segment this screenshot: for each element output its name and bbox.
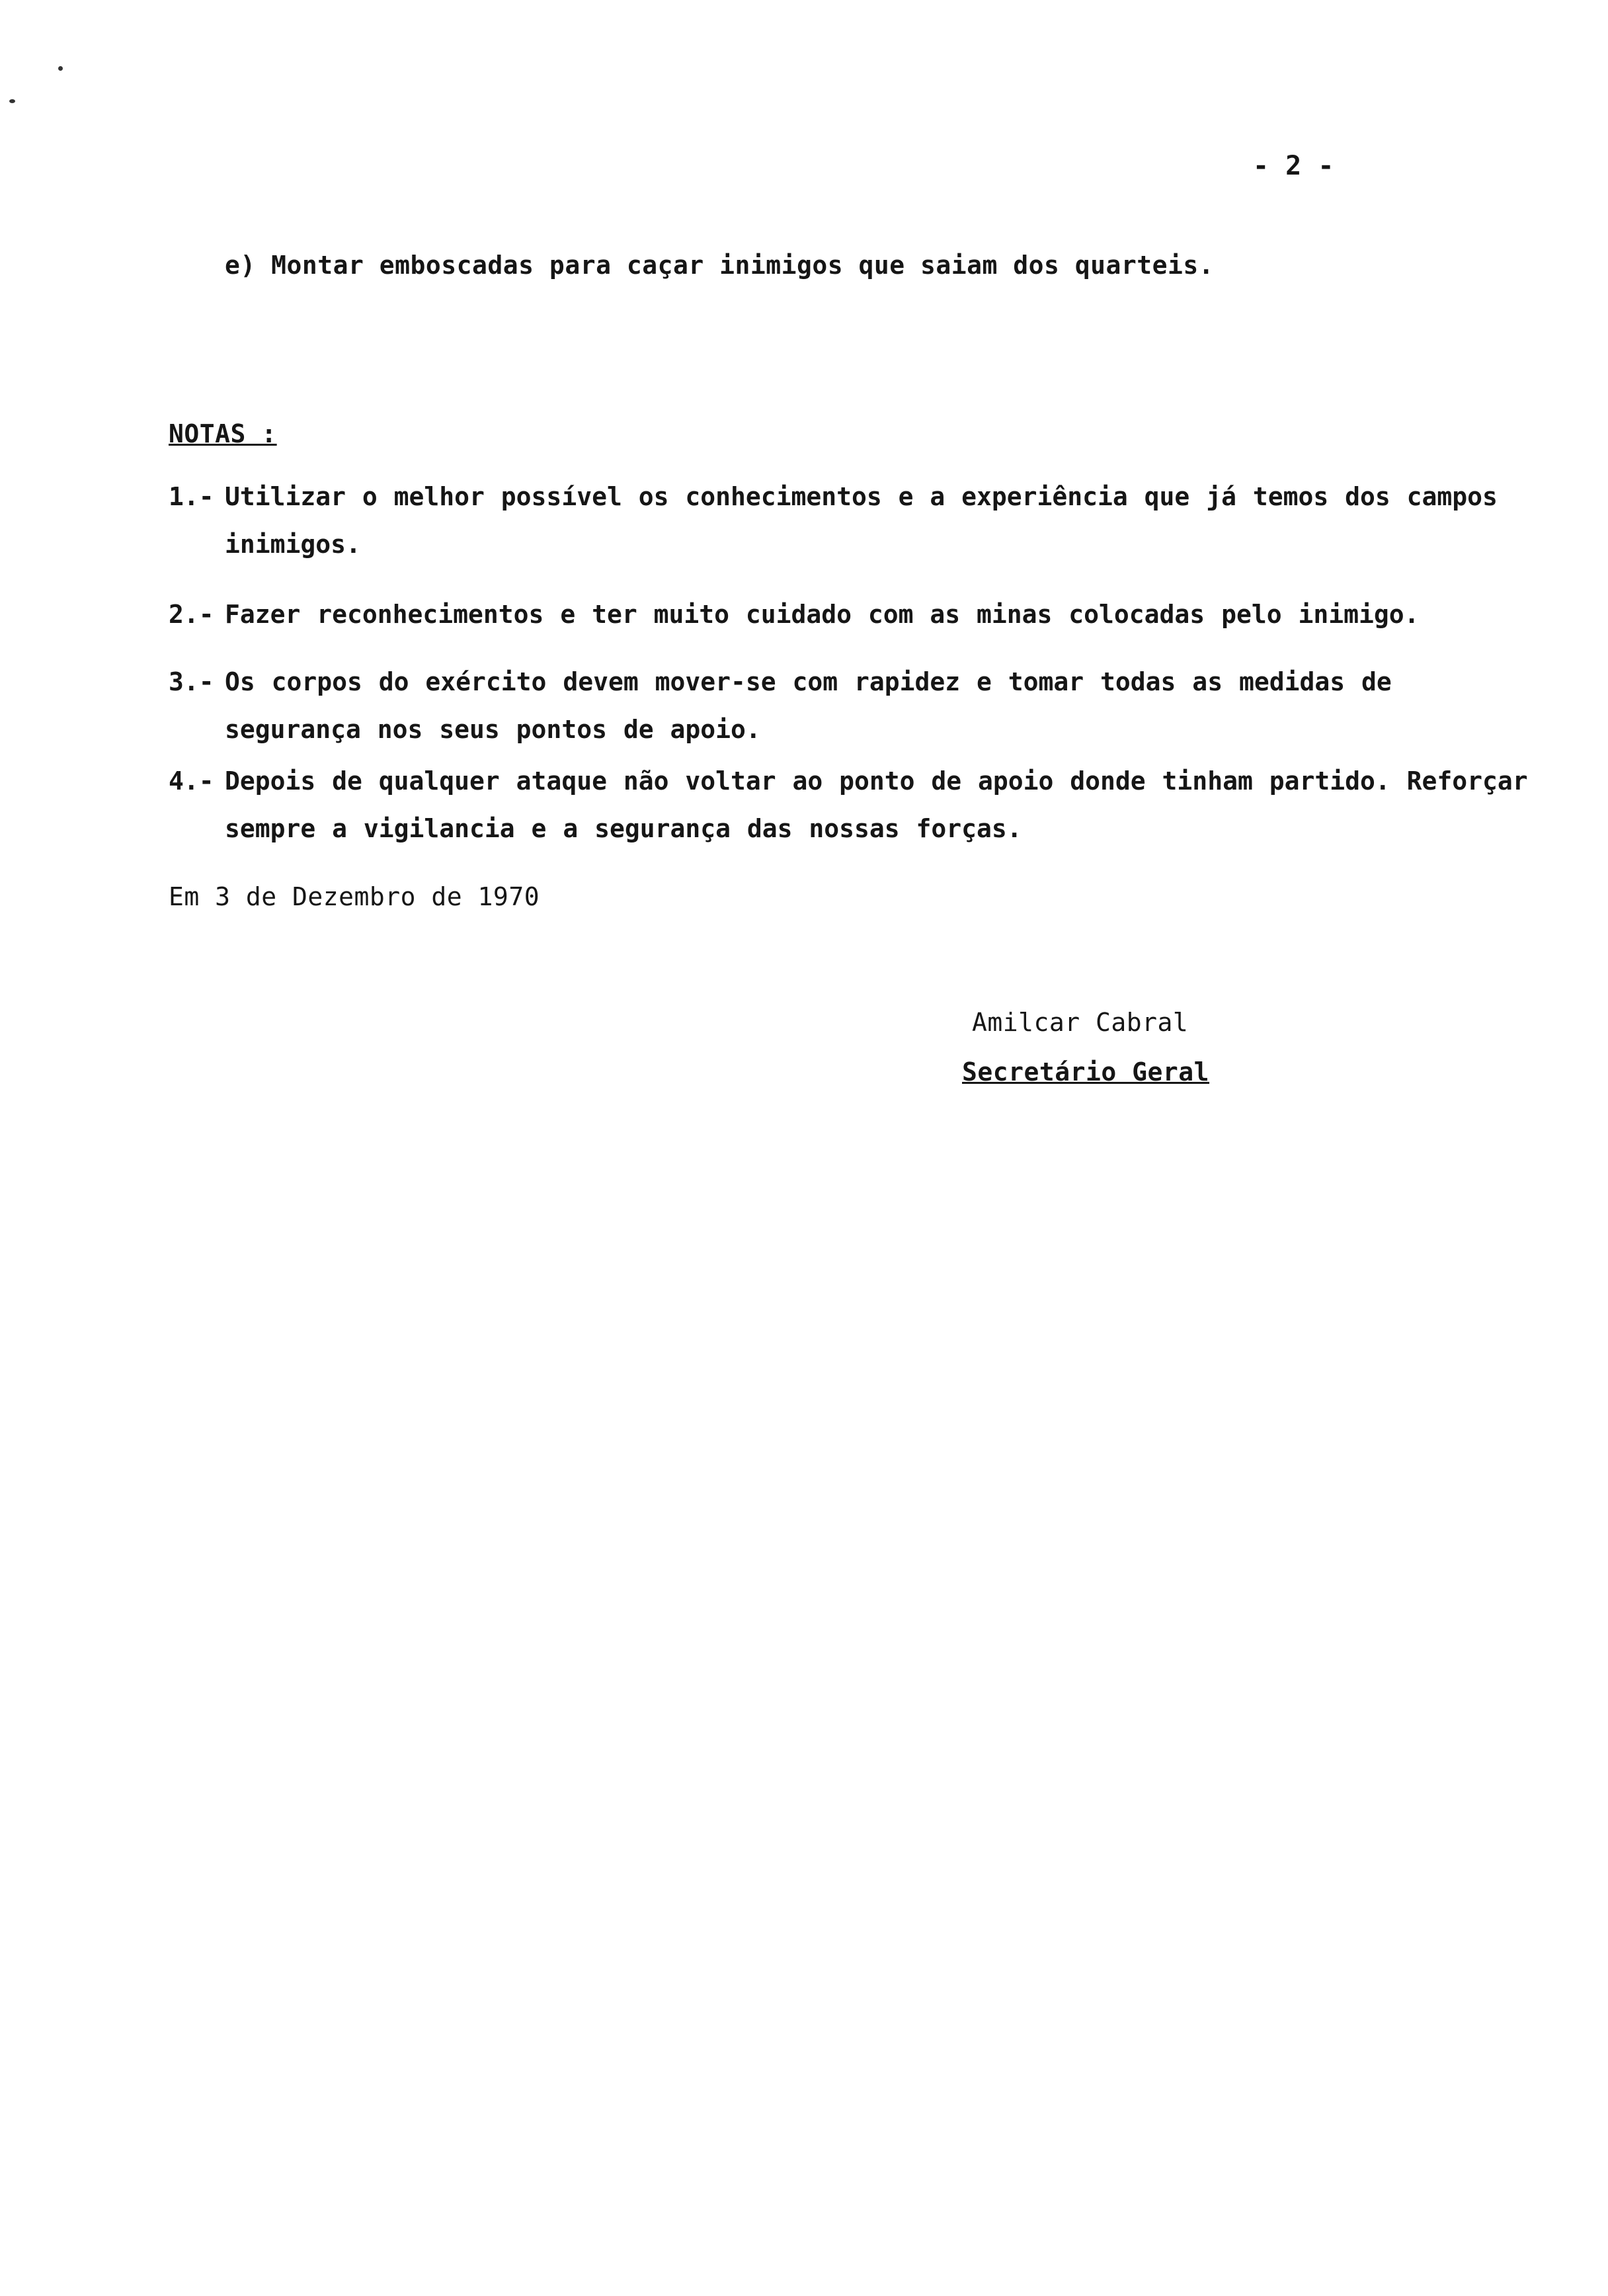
note-text: Fazer reconhecimentos e ter muito cuidado com as minas colocadas pelo inimigo. [225,600,1420,629]
note-text: Depois de qualquer ataque não voltar ao ponto de apoio donde tinham partido. Reforçar sempre a vigilancia e a segurança das nossas forças. [225,766,1528,843]
note-number: 1.- [169,482,214,511]
note-text: Utilizar o melhor possível os conhecimentos e a experiência que já temos dos campos inimigos. [225,482,1498,559]
scan-speck [58,66,63,71]
note-number: 3.- [169,667,214,696]
note-number: 2.- [169,600,214,629]
note-item [169,757,1544,852]
note-item [169,591,1544,638]
item-e: e) Montar emboscadas para caçar inimigos que saiam dos quarteis. [225,251,1215,280]
signature-title: Secretário Geral [962,1057,1210,1086]
notes-heading: NOTAS : [169,419,277,448]
date-line: Em 3 de Dezembro de 1970 [169,882,540,911]
note-text: Os corpos do exército devem mover-se com rapidez e tomar todas as medidas de segurança nos seus pontos de apoio. [225,667,1392,744]
signature-name: Amilcar Cabral [972,1008,1189,1037]
note-number: 4.- [169,766,214,796]
page-number: - 2 - [1253,151,1334,181]
scan-speck [9,99,15,103]
note-item [169,473,1544,568]
note-item [169,658,1544,753]
